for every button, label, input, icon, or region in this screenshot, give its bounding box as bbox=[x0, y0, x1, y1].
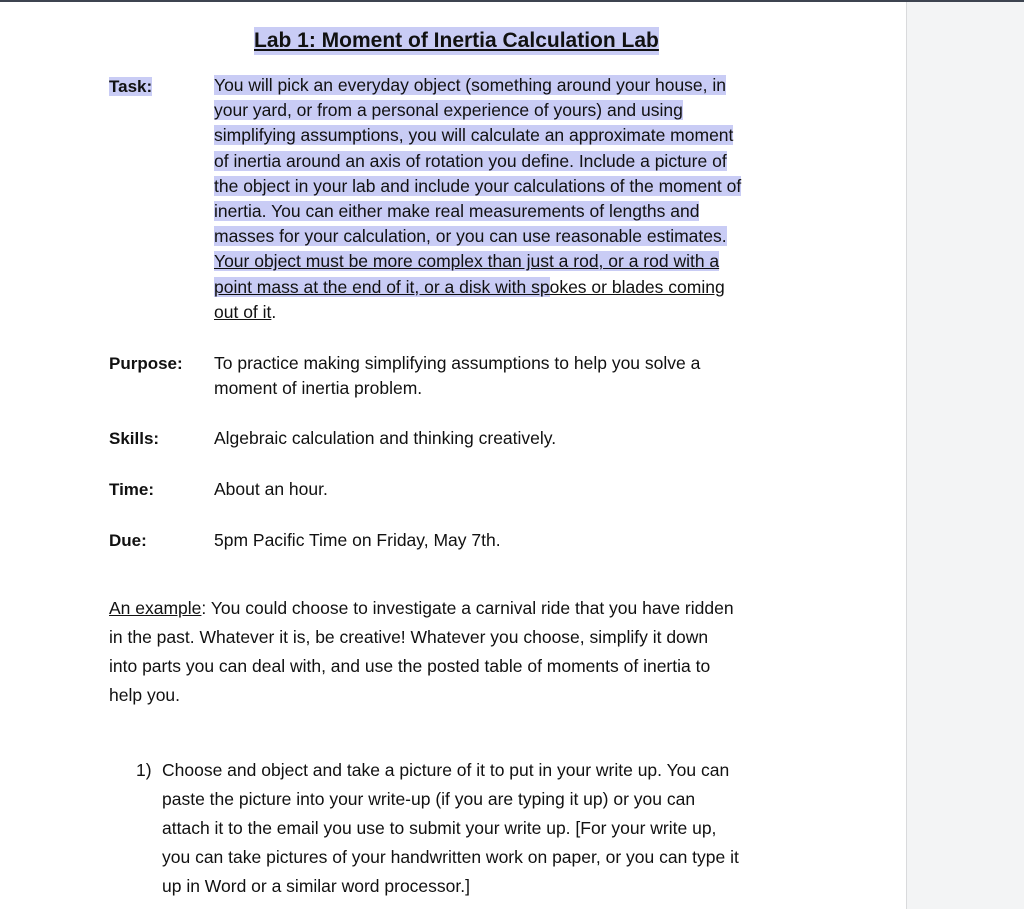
example-lead: An example bbox=[109, 598, 202, 618]
document-title: Lab 1: Moment of Inertia Calculation Lab bbox=[254, 27, 659, 55]
skills-text: Algebraic calculation and thinking creatively. bbox=[214, 428, 557, 448]
document-page bbox=[0, 2, 906, 909]
task-label: Task: bbox=[109, 77, 153, 96]
skills-label: Skills: bbox=[109, 429, 160, 448]
due-text: 5pm Pacific Time on Friday, May 7th. bbox=[214, 530, 501, 550]
due-label: Due: bbox=[109, 531, 147, 550]
list-item-text: Choose and object and take a picture of it to put in your write up. You can paste the picture into your write-up (if you are typing it up) or you can attach it to the email you use to submit your write up. [For your write up, you can take pictures of your handwritten work on paper, or you can type it up in Word or a similar word processor.] bbox=[162, 760, 739, 896]
task-text: You will pick an everyday object (something around your house, in your yard, or from a personal experience of yours) and using simplifying assumptions, you will calculate an approximate moment of inertia around an axis of rotation you define. Include a picture of the object in your lab and include your calculations of the moment of inertia. You can either make real measurements of lengths and masses for your calculation, or you can use reasonable estimates. Your object must be more complex than just a rod, or a rod with a point mass at the end of it, or a disk with spokes or blades coming out of it. bbox=[214, 75, 742, 322]
purpose-label: Purpose: bbox=[109, 354, 183, 373]
side-panel bbox=[906, 2, 1024, 909]
purpose-text: To practice making simplifying assumptions to help you solve a moment of inertia problem. bbox=[214, 353, 701, 399]
list-item-number: 1) bbox=[136, 760, 152, 780]
time-text: About an hour. bbox=[214, 479, 328, 499]
time-label: Time: bbox=[109, 480, 155, 499]
example-paragraph: An example: You could choose to investigate a carnival ride that you have ridden in the past. Whatever it is, be creative! Whatever you choose, simplify it down into parts you can deal with, and use the posted table of moments of inertia to help you. bbox=[109, 598, 734, 705]
